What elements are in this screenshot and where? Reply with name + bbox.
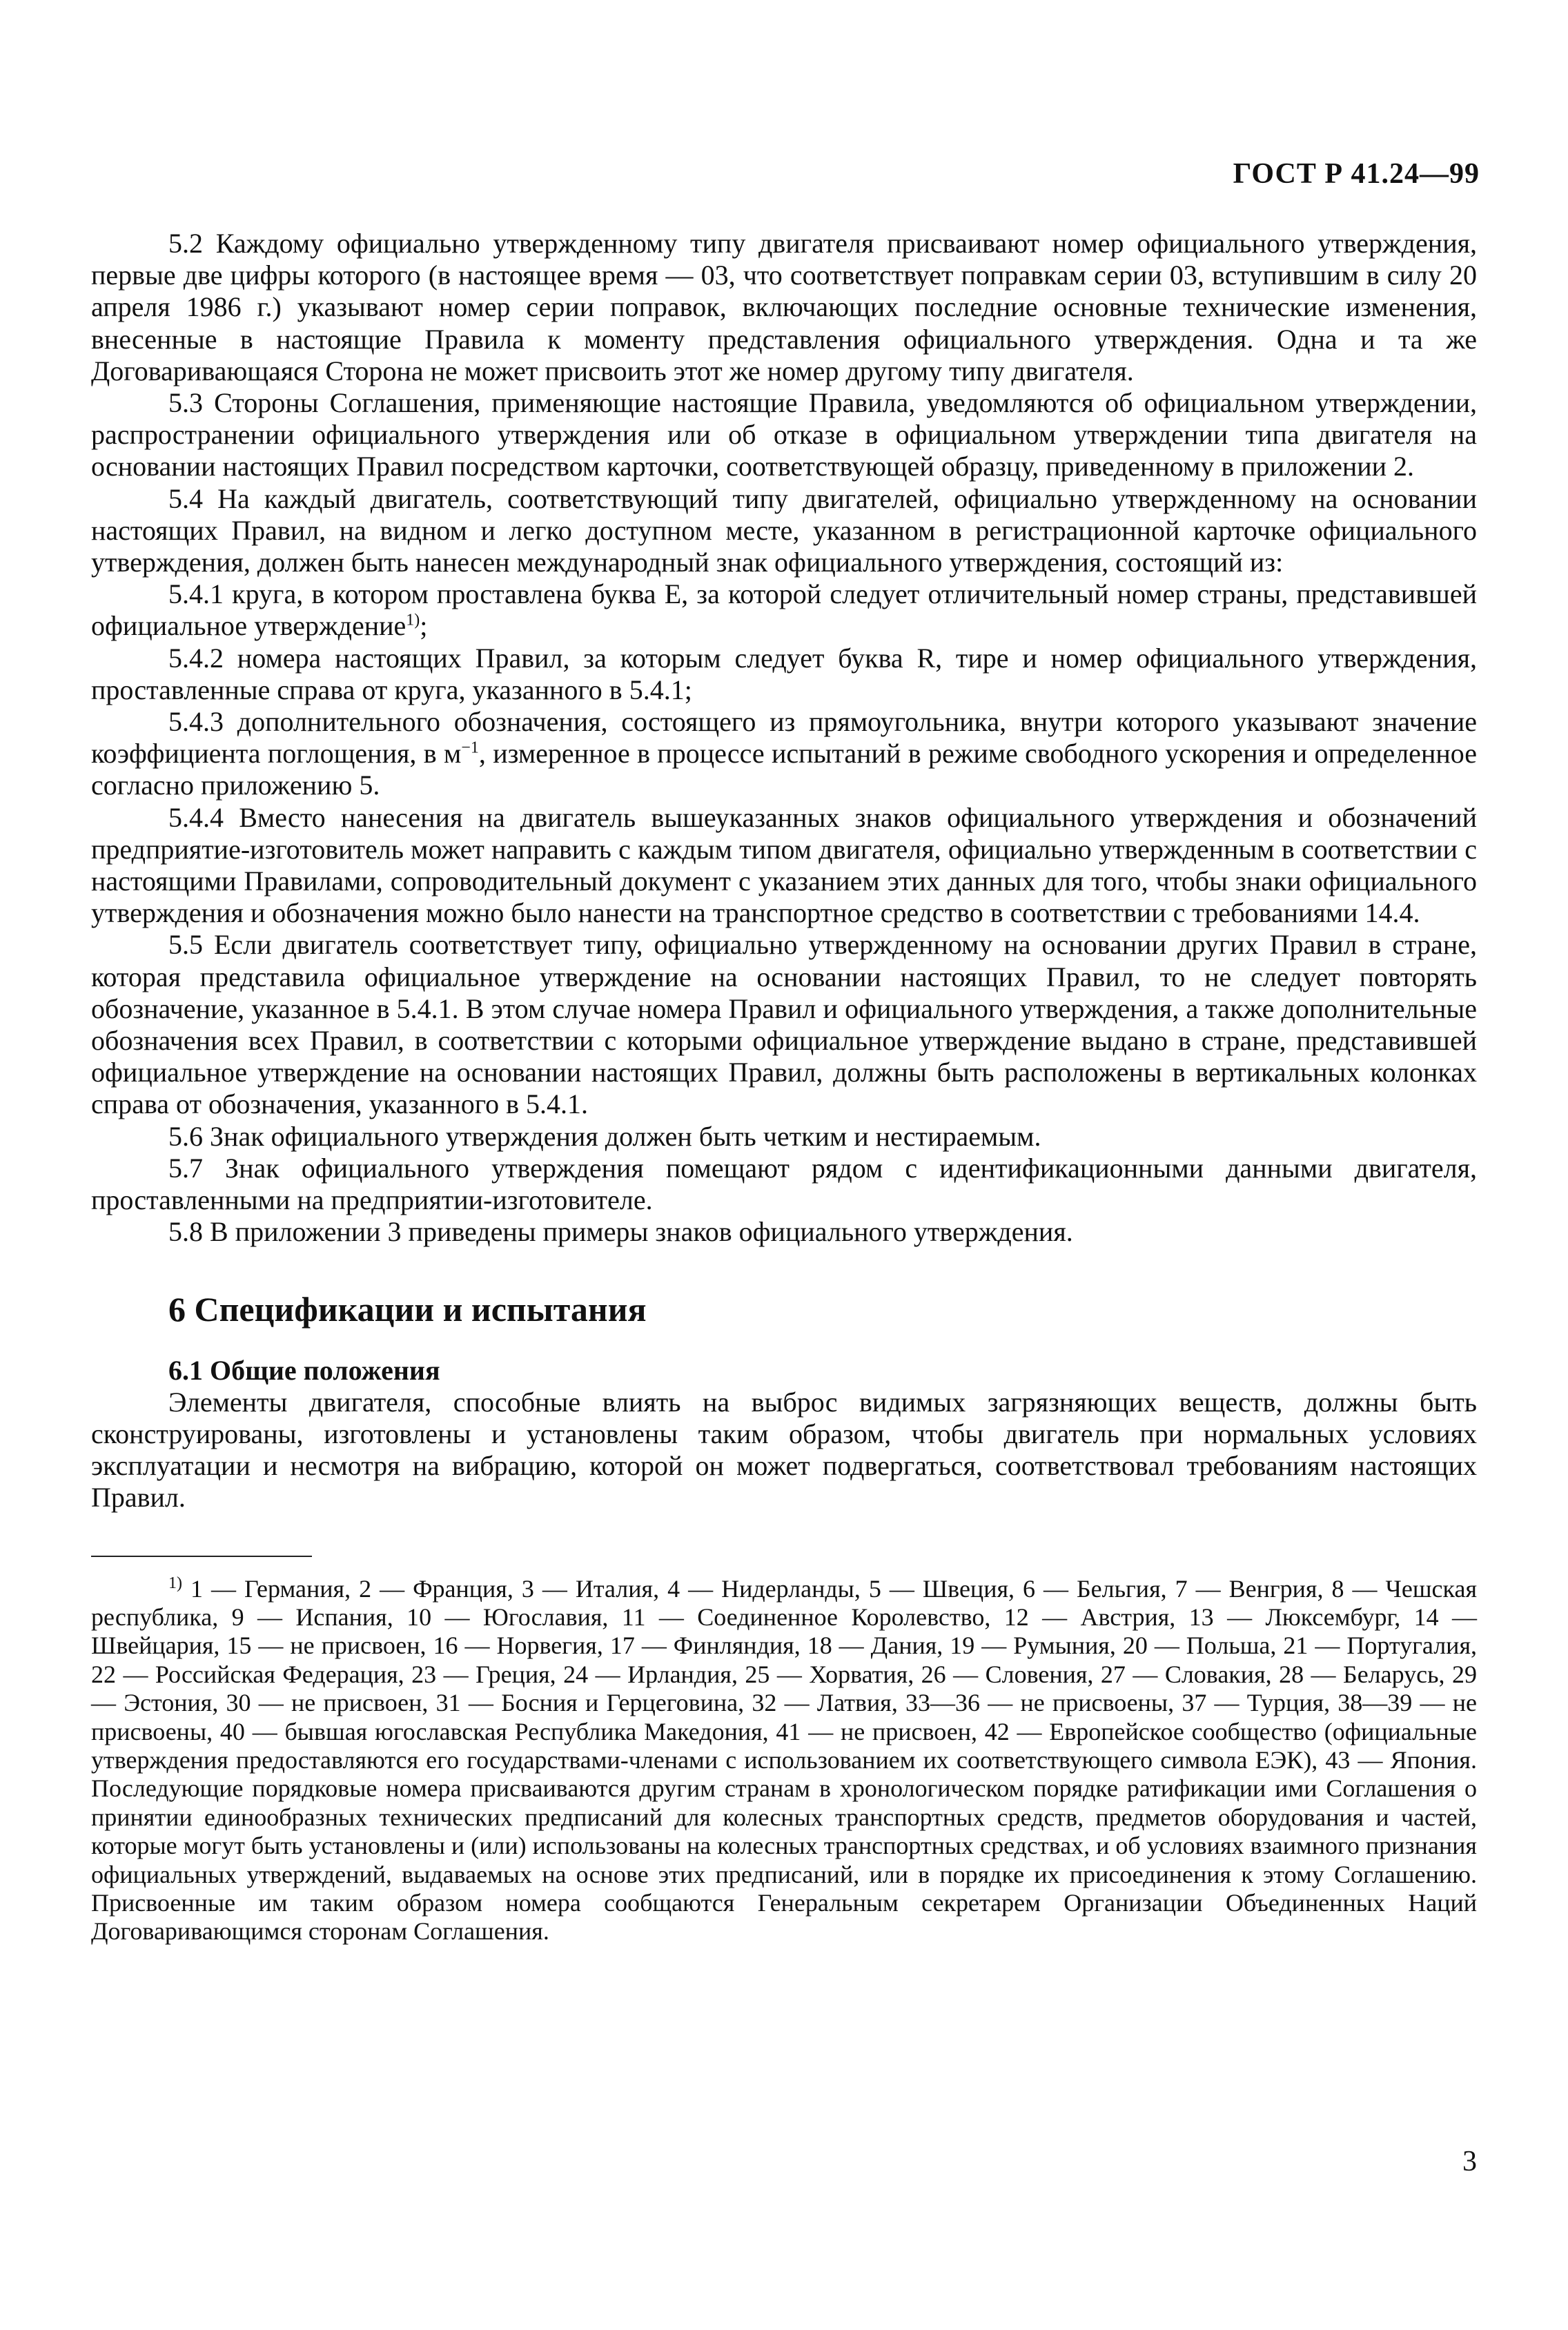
- footnote-paragraph: [91, 1575, 1477, 1946]
- paragraph-5-4-1-text: 5.4.1 круга, в котором проставлена буква Е, за которой следует отличительный номер страны, представившей официальное утверждение: [91, 578, 1477, 642]
- paragraph-5-4: 5.4 На каждый двигатель, соответствующий типу двигателей, официально утвержденному на основании настоящих Правил, на видном и легко доступном месте, указанном в регистрационной карточке официального утверждения, должен быть нанесен международный знак официального утверждения, состоящий из:: [91, 482, 1477, 578]
- page-number: 3: [1462, 2146, 1477, 2177]
- paragraph-5-4-1-end: ;: [420, 610, 428, 642]
- paragraph-5-4-4: 5.4.4 Вместо нанесения на двигатель вышеуказанных знаков официального утверждения и обозначений предприятие-изготовитель может направить с каждым типом двигателя, официально утвержденным в соответствии с настоящими Правилами, сопроводительный документ с указанием этих данных для того, чтобы знаки официального утверждения и обозначения можно было нанести на транспортное средство в соответствии с требованиями 14.4.: [91, 801, 1477, 929]
- footnote-text: 1 — Германия, 2 — Франция, 3 — Италия, 4 — Нидерланды, 5 — Швеция, 6 — Бельгия, 7 — Венгрия, 8 — Чешская республика, 9 — Испания, 10 — Югославия, 11 — Соединенное Королевство, 12 — Австрия, 13 — Люксембург, 14 — Швейцария, 15 — не присвоен, 16 — Норвегия, 17 — Финляндия, 18 — Дания, 19 — Румыния, 20 — Польша, 21 — Португалия, 22 — Российская Федерация, 23 — Греция, 24 — Ирландия, 25 — Хорватия, 26 — Словения, 27 — Словакия, 28 — Беларусь, 29 — Эстония, 30 — не присвоен, 31 — Босния и Герцеговина, 32 — Латвия, 33—36 — не присвоены, 37 — Турция, 38—39 — не присвоены, 40 — бывшая югославская Республика Македония, 41 — не присвоен, 42 — Европейское сообщество (официальные утверждения предоставляются его государствами-членами с использованием их соответствующего символа ЕЭК), 43 — Япония. Последующие порядковые номера присваиваются другим странам в хронологическом порядке ратификации ими Соглашения о принятии единообразных технических предписаний для колесных транспортных средств, предметов оборудования и частей, которые могут быть установлены и (или) использованы на колесных транспортных средствах, и об условиях взаимного признания официальных утверждений, выдаваемых на основе этих предписаний, или в порядке их присоединения к этому Соглашению. Присвоенные им таким образом номера сообщаются Генеральным секретарем Организации Объединенных Наций Договаривающимся сторонам Соглашения.: [91, 1574, 1477, 1946]
- paragraph-5-2: 5.2 Каждому официально утвержденному типу двигателя присваивают номер официального утверждения, первые две цифры которого (в настоящее время — 03, что соответствует поправкам серии 03, вступившим в силу 20 апреля 1986 г.) указывают номер серии поправок, включающих последние основные технические изменения, внесенные в настоящие Правила к моменту представления официального утверждения. Одна и та же Договаривающаяся Сторона не может присвоить этот же номер другому типу двигателя.: [91, 228, 1477, 386]
- document-header: ГОСТ Р 41.24—99: [1233, 158, 1480, 190]
- footnote-divider: [91, 1556, 312, 1557]
- main-content: [91, 228, 1477, 1946]
- paragraph-5-5: 5.5 Если двигатель соответствует типу, официально утвержденному на основании других Правил в стране, которая представила официальное утверждение на основании настоящих Правил, то не следует повторять обозначение, указанное в 5.4.1. В этом случае номера Правил и официального утверждения, а также дополнительные обозначения всех Правил, в соответствии с которыми официальное утверждение выдано в стране, представившей официальное утверждение на основании настоящих Правил, должны быть расположены в вертикальных колонках справа от обозначения, указанного в 5.4.1.: [91, 929, 1477, 1120]
- unit-exponent: −1: [461, 738, 479, 757]
- paragraph-5-4-2: 5.4.2 номера настоящих Правил, за которым следует буква R, тире и номер официального утверждения, проставленные справа от круга, указанного в 5.4.1;: [91, 642, 1477, 705]
- paragraph-5-4-3-text-a: 5.4.3 дополнительного обозначения, состоящего из прямоугольника, внутри которого указывают значение коэффициента поглощения, в м: [91, 706, 1477, 770]
- section-6-title: 6 Спецификации и испытания: [168, 1289, 647, 1329]
- paragraph-6-1: Элементы двигателя, способные влиять на выброс видимых загрязняющих веществ, должны быть сконструированы, изготовлены и установлены таким образом, чтобы двигатель при нормальных условиях эксплуатации и несмотря на вибрацию, которой он может подвергаться, соответствовал требованиям настоящих Правил.: [91, 1386, 1477, 1514]
- paragraph-5-4-3: [91, 706, 1477, 802]
- footnote-reference: 1): [406, 611, 420, 630]
- paragraph-5-7: 5.7 Знак официального утверждения помещают рядом с идентификационными данными двигателя, проставленными на предприятии-изготовителе.: [91, 1152, 1477, 1216]
- footnote: [91, 1575, 1477, 1946]
- footnote-marker: 1): [168, 1574, 182, 1592]
- paragraph-5-6: 5.6 Знак официального утверждения должен быть четким и нестираемым.: [168, 1120, 1041, 1152]
- subsection-6-1-title: 6.1 Общие положения: [168, 1354, 440, 1386]
- paragraph-5-4-1: [91, 578, 1477, 642]
- paragraph-5-8: 5.8 В приложении 3 приведены примеры знаков официального утверждения.: [168, 1216, 1073, 1248]
- paragraph-5-4-3-text-b: , измеренное в процессе испытаний в режиме свободного ускорения и определенное согласно приложению 5.: [91, 738, 1477, 801]
- paragraph-5-3: 5.3 Стороны Соглашения, применяющие настоящие Правила, уведомляются об официальном утверждении, распространении официального утверждения или об отказе в официальном утверждении типа двигателя на основании настоящих Правил посредством карточки, соответствующей образцу, приведенному в приложении 2.: [91, 387, 1477, 482]
